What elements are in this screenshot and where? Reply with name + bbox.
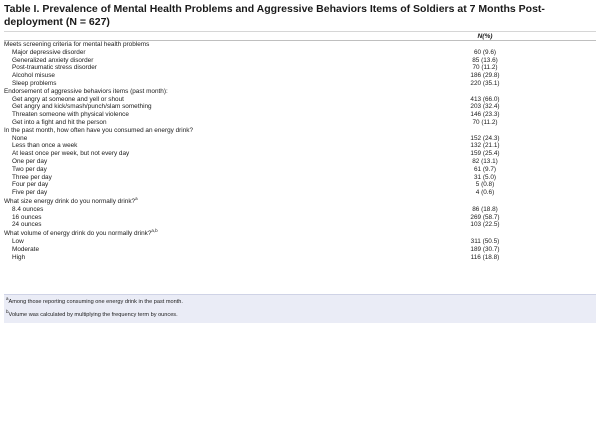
row-value: 4 (0.6): [475, 189, 495, 197]
table-row: [4, 166, 596, 174]
table-row: [4, 96, 596, 104]
row-value: 189 (30.7): [470, 245, 500, 253]
section-heading-text: What volume of energy drink do you normally drink?: [4, 230, 152, 238]
footnote-a-mark: a: [6, 296, 9, 301]
row-value: 132 (21.1): [470, 142, 500, 150]
row-value: 220 (35.1): [470, 79, 500, 87]
footnote-b: [4, 309, 178, 319]
table-row: [4, 238, 596, 246]
row-value: 413 (66.0): [470, 95, 500, 103]
table-row: [4, 174, 596, 182]
section-heading-row: [4, 88, 596, 96]
row-label: Major depressive disorder: [12, 48, 86, 56]
row-value: 203 (32.4): [470, 103, 500, 111]
section-heading-value-cell: [374, 127, 596, 135]
header-n-percent: N(%): [374, 32, 596, 41]
table-row: [4, 214, 596, 222]
row-label: High: [12, 253, 26, 261]
header-label-cell: [4, 32, 374, 41]
table-row: [4, 57, 596, 65]
row-value: 60 (9.6): [473, 48, 497, 56]
row-label: 8.4 ounces: [12, 205, 44, 213]
row-label: Three per day: [12, 173, 52, 181]
section-heading: [4, 197, 374, 206]
footnote-b-text: Volume was calculated by multiplying the frequency term by ounces.: [8, 312, 178, 318]
row-label: Get angry at someone and yell or shout: [12, 95, 124, 103]
row-value: 5 (0.8): [475, 181, 495, 189]
row-value: 61 (9.7): [473, 165, 497, 173]
row-label: Get angry and kick/smash/punch/slam something: [12, 103, 152, 111]
row-label: Five per day: [12, 189, 48, 197]
section-heading-text: In the past month, how often have you consumed an energy drink?: [4, 126, 193, 134]
section-heading-footnote-mark: a: [135, 195, 138, 201]
row-value: 70 (11.2): [472, 118, 498, 126]
row-value: 70 (11.2): [472, 64, 498, 72]
table-row: [4, 206, 596, 214]
data-table-container: [4, 31, 596, 261]
section-heading-text: What size energy drink do you normally drink?: [4, 197, 136, 205]
row-label: Get into a fight and hit the person: [12, 118, 107, 126]
section-heading-text: Meets screening criteria for mental health problems: [4, 41, 150, 48]
table-row: [4, 254, 596, 262]
table-row: [4, 72, 596, 80]
data-table: [4, 31, 596, 261]
section-heading-value-cell: [374, 197, 596, 206]
row-value: 86 (18.8): [472, 205, 498, 213]
section-heading-row: [4, 197, 596, 206]
table-body: [4, 41, 596, 262]
section-heading: [4, 229, 374, 238]
row-value: 82 (13.1): [472, 157, 498, 165]
row-label: Moderate: [12, 245, 39, 253]
footnotes: [4, 294, 596, 323]
table-row: [4, 103, 596, 111]
table-header-row: [4, 32, 596, 41]
table-row: [4, 119, 596, 127]
row-value: 116 (18.8): [470, 253, 500, 261]
section-heading-value-cell: [374, 229, 596, 238]
row-label: Alcohol misuse: [12, 72, 55, 80]
table-row: [4, 49, 596, 57]
section-heading-row: [4, 229, 596, 238]
row-label: None: [12, 134, 28, 142]
section-heading-value-cell: [374, 88, 596, 96]
section-heading: [4, 88, 374, 96]
row-value: 186 (29.8): [470, 72, 500, 80]
row-value: 159 (25.4): [470, 150, 500, 158]
section-heading-footnote-mark: a,b: [151, 228, 158, 234]
row-label: Sleep problems: [12, 79, 57, 87]
row-value: 311 (50.5): [470, 237, 500, 245]
row-label: 16 ounces: [12, 213, 42, 221]
table-row: [4, 111, 596, 119]
section-heading-row: [4, 41, 596, 49]
row-label: Low: [12, 237, 24, 245]
section-heading: [4, 41, 374, 49]
row-value: 103 (22.5): [470, 221, 500, 229]
row-label: Four per day: [12, 181, 49, 189]
section-heading-row: [4, 127, 596, 135]
row-label: At least once per week, but not every day: [12, 150, 130, 158]
title-line-1: Table I. Prevalence of Mental Health Problems and Aggressive Behaviors Items of Soldiers at 7 Months Post-: [4, 3, 545, 15]
row-value: 269 (58.7): [470, 213, 500, 221]
row-label: One per day: [12, 157, 48, 165]
row-value: 146 (23.3): [470, 111, 500, 119]
table-title: [4, 3, 564, 28]
table-row: [4, 64, 596, 72]
table-row: [4, 246, 596, 254]
row-value: 85 (13.6): [472, 56, 498, 64]
table-row: [4, 135, 596, 143]
row-label: Threaten someone with physical violence: [12, 111, 129, 119]
row-label: 24 ounces: [12, 221, 42, 229]
row-label: Generalized anxiety disorder: [12, 56, 94, 64]
table-row: [4, 150, 596, 158]
row-label: Less than once a week: [12, 142, 78, 150]
table-row: [4, 189, 596, 197]
section-heading-value-cell: [374, 41, 596, 49]
table-row: [4, 142, 596, 150]
row-value: 31 (5.0): [473, 173, 497, 181]
row-label: Two per day: [12, 165, 47, 173]
footnote-a-text: Among those reporting consuming one energy drink in the past month.: [8, 299, 183, 305]
table-row: [4, 221, 596, 229]
title-line-2: deployment (N = 627): [4, 15, 110, 28]
footnote-a: [4, 296, 183, 306]
section-heading: [4, 127, 374, 135]
section-heading-text: Endorsement of aggressive behaviors items (past month):: [4, 87, 168, 95]
table-row: [4, 181, 596, 189]
footnote-b-mark: b: [6, 309, 9, 314]
row-label: Post-traumatic stress disorder: [12, 64, 97, 72]
row-value: 152 (24.3): [470, 134, 500, 142]
table-row: [4, 80, 596, 88]
table-row: [4, 158, 596, 166]
